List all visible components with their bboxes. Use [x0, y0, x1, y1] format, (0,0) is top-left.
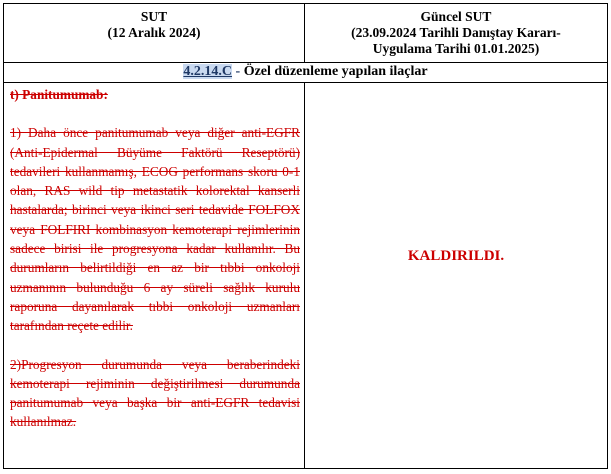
section-title: Özel düzenleme yapılan ilaçlar [243, 64, 428, 79]
removed-status: KALDIRILDI. [407, 248, 505, 264]
header-current-line3: Uygulama Tarihi 01.01.2025) [372, 41, 540, 56]
header-old-date: (12 Aralık 2024) [107, 25, 201, 40]
old-text-cell [4, 83, 305, 468]
current-text-cell [305, 83, 607, 468]
drug-item-title: t) Panitumumab: [10, 87, 108, 102]
deleted-paragraph-1: 1) Daha önce panitumumab veya diğer anti-EGFR (Anti-Epidermal Büyüme Faktörü Reseptörü) tedavileri kullanmamış, ECOG performans skoru 0-1 olan, RAS wild tip metastatik kolorektal kanserli hastalarda; birinci veya ikinci seri tedavide FOLFOX veya FOLFIRI kombinasyon kemoterapi rejimlerinin sadece birisi ile progresyona kadar kullanılır. Bu durumların belirtildiği en az bir tıbbi onkoloji uzmanının bulunduğu 6 ay süreli sağlık kurulu raporuna dayanılarak tıbbi onkoloji uzmanları tarafından reçete edilir. [10, 125, 300, 334]
header-old-sut [4, 4, 305, 62]
table-header-row [4, 4, 607, 63]
deleted-paragraph-2: 2)Progresyon durumunda veya beraberindeki kemoterapi rejiminin değiştirilmesi durumunda panitumumab veya başka bir anti-EGFR tedavisi kullanılmaz. [10, 356, 300, 430]
section-code: 4.2.14.C [183, 64, 233, 79]
section-separator: - [232, 64, 244, 79]
header-current-title: Güncel SUT [420, 9, 492, 24]
section-heading-row [4, 62, 607, 83]
header-old-title: SUT [140, 9, 168, 24]
header-current-line2: (23.09.2024 Tarihli Danıştay Kararı- [351, 25, 561, 40]
header-current-sut [305, 4, 607, 62]
comparison-table [3, 3, 608, 469]
